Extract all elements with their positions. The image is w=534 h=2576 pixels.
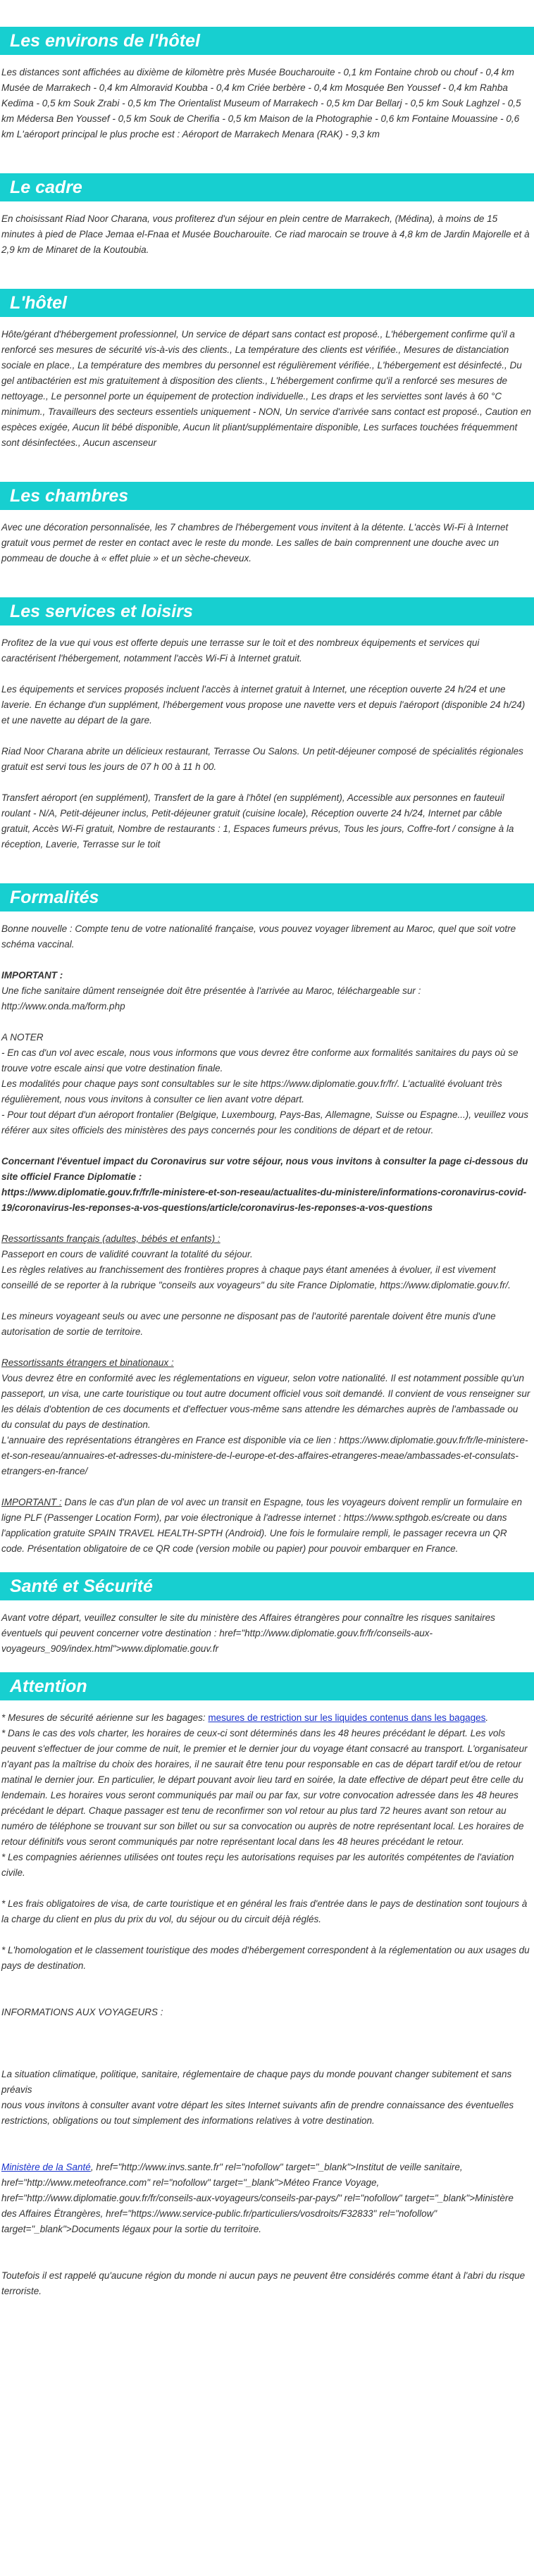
important-label: IMPORTANT :	[1, 1497, 62, 1507]
mesures-securite	[1, 1710, 531, 1726]
covid-notice: Concernant l'éventuel impact du Coronavirus sur votre séjour, nous vous invitons à consulter la page ci-dessous du site officiel France Diplomatie :	[1, 1156, 528, 1182]
section-hotel	[0, 258, 534, 451]
services-paragraph: Transfert aéroport (en supplément), Transfert de la gare à l'hôtel (en supplément), Accessible aux personnes en fauteuil roulant - N/A, Petit-déjeuner inclus, Petit-déjeuner gratuit (cuisine locale), Réception ouverte 24 h/24, Internet par câble gratuit, Accès Wi-Fi gratuit, Nombre de restaurants : 1, Espaces fumeurs prévus, Tous les jours, Coffre-fort / consigne à la réception, Laverie, Terrasse sur le toit	[1, 792, 514, 850]
liquids-restriction-link[interactable]: mesures de restriction sur les liquides contenus dans les bagages	[208, 1712, 486, 1723]
cadre-text: En choisissant Riad Noor Charana, vous profiterez d'un séjour en plein centre de Marrakech, (Médina), à moins de 15 minutes à pied de Place Jemaa el-Fnaa et Musée Boucharouite. Ce riad marocain se trouve à 4,8 km de Jardin Majorelle et à 2,9 km de Minaret de la Koutoubia.	[1, 213, 530, 255]
fees-notice: * Les frais obligatoires de visa, de carte touristique et en général les frais d'entrée dans le pays de destination sont toujours à la charge du client en plus du prix du vol, du séjour ou du circuit déjà réglés.	[1, 1898, 528, 1924]
noter-item: - Pour tout départ d'un aéroport frontalier (Belgique, Luxembourg, Pays-Bas, Allemagne, Suisse ou Espagne...), veuillez vous référer aux sites officiels des ministères des pays concernés pour les conditions de départ et de retour.	[1, 1109, 528, 1135]
services-paragraph: Les équipements et services proposés incluent l'accès à internet gratuit à Internet, une réception ouverte 24 h/24 et une laverie. En échange d'un supplément, l'hébergement vous propose une navette vers et depuis l'aéroport (disponible 24 h/24) et une navette au départ de la gare.	[1, 684, 526, 726]
section-services	[0, 566, 534, 852]
french-nationals-item: Passeport en cours de validité couvrant la totalité du séjour.	[1, 1249, 253, 1259]
section-title: Les environs de l'hôtel	[0, 27, 534, 55]
terrorism-notice: Toutefois il est rappelé qu'aucune région du monde ni aucun pays ne peuvent être considérés comme étant à l'abri du risque terroriste.	[1, 2270, 526, 2296]
services-paragraph: Riad Noor Charana abrite un délicieux restaurant, Terrasse Ou Salons. Un petit-déjeuner composé de spécialités régionales gratuit est servi tous les jours de 07 h 00 à 11 h 00.	[1, 746, 523, 772]
section-title: Le cadre	[0, 173, 534, 201]
charter-notice: * Dans le cas des vols charter, les horaires de ceux-ci sont déterminés dans les 48 heures précédant le départ. Les vols peuvent s'effectuer de jour comme de nuit, le premier et le dernier jour du voyage étant consacré au transport. L'organisateur n'ayant pas la maîtrise du choix des horaires, il ne saurait être tenu pour responsable en cas de départ tardif et/ou de retour matinal le dernier jour. En particulier, le départ pouvant avoir lieu tard en soirée, la date effective de départ peut être celle du lendemain. Les horaires vous seront communiqués par mail ou par fax, sur votre convocation adressée dans les 48 heures précédant le départ. Chaque passager est tenu de reconfirmer son vol retour au plus tard 72 heures avant son retour au numéro de téléphone se trouvant sur son billet ou sur sa convocation ou auprès de notre représentant local. Les horaires de retour définitifs vous seront communiqués par notre représentant local dans les 48 heures précédant le retour.	[1, 1728, 528, 1847]
french-nationals-item: Les mineurs voyageant seuls ou avec une personne ne disposant pas de l'autorité parentale doivent être munis d'une autorisation de sortie de territoire.	[1, 1311, 496, 1337]
spain-transit-notice	[1, 1495, 531, 1557]
section-title: Les services et loisirs	[0, 597, 534, 626]
mesures-suffix: .	[485, 1712, 489, 1723]
official-links	[1, 2160, 531, 2237]
services-paragraph: Profitez de la vue qui vous est offerte depuis une terrasse sur le toit et des nombreux équipements et services qui caractérisent l'hébergement, notamment l'accès Wi-Fi à Internet gratuit.	[1, 637, 480, 664]
environs-text: Les distances sont affichées au dixième de kilomètre près Musée Boucharouite - 0,1 km Fontaine chrob ou chouf - 0,4 km Musée de Marrakech - 0,4 km Almoravid Koubba - 0,4 km Criée berbère - 0,4 km Mosquée Ben Youssef - 0,4 km Rahba Kedima - 0,5 km Souk Zrabi - 0,5 km The Orientalist Museum of Marrakech - 0,5 km Dar Bellarj - 0,5 km Souk Laghzel - 0,5 km Médersa Ben Youssef - 0,5 km Souk de Cherifia - 0,5 km Maison de la Photographie - 0,6 km Fontaine Mouassine - 0,6 km L'aéroport principal le plus proche est : Aéroport de Marrakech Menara (RAK) - 9,3 km	[1, 67, 521, 139]
noter-item: Les modalités pour chaque pays sont consultables sur le site https://www.diplomatie.gouv.fr/fr/. L'actualité évoluant très régulièrement, nous vous invitons à consulter ce lien avant votre départ.	[1, 1078, 502, 1105]
travellers-info-heading: INFORMATIONS AUX VOYAGEURS :	[1, 2007, 163, 2017]
chambres-text: Avec une décoration personnalisée, les 7 chambres de l'hébergement vous invitent à la détente. L'accès Wi-Fi à Internet gratuit vous permet de rester en contact avec le reste du monde. Les salles de bain comprennent une douche avec un pommeau de douche à « effet pluie » et un sèche-cheveux.	[1, 522, 509, 564]
section-title: Santé et Sécurité	[0, 1572, 534, 1600]
sante-text: Avant votre départ, veuillez consulter le site du ministère des Affaires étrangères pour connaître les risques sanitaires éventuels qui peuvent concerner votre destination : href="http://www.diplomatie.gouv.fr/fr/conseils-aux-voyageurs_909/index.html">www.diplomatie.gouv.fr	[1, 1612, 495, 1654]
french-nationals-heading: Ressortissants français (adultes, bébés et enfants) :	[1, 1233, 221, 1244]
section-sante	[0, 1557, 534, 1657]
hotel-text: Hôte/gérant d'hébergement professionnel, Un service de départ sans contact est proposé., L'hébergement confirme qu'il a renforcé ses mesures de sécurité vis-à-vis des clients., La température des clients est vérifiée., Mesures de distanciation sociale en place., La température des membres du personnel est régulièrement vérifiée., L'hébergement est désinfecté., Du gel antibactérien est mis gratuitement à disposition des clients., L'hébergement confirme qu'il a renforcé ses mesures de nettoyage., Le personnel porte un équipement de protection individuelle., Les draps et les serviettes sont lavés à 60 °C minimum., Travailleurs des secteurs essentiels uniquement - NON, Un service d'arrivée sans contact est proposé., Caution en espèces exigée, Aucun lit bébé disponible, Aucun lit pliant/supplémentaire disponible, Les surfaces touchées fréquemment sont désinfectées., Aucun ascenseur	[1, 329, 531, 448]
section-chambres	[0, 451, 534, 566]
situation-notice: La situation climatique, politique, sanitaire, réglementaire de chaque pays du monde pouvant changer subitement et sans préavis	[1, 2069, 512, 2095]
spain-transit-text: Dans le cas d'un plan de vol avec un transit en Espagne, tous les voyageurs doivent remplir un formulaire en ligne PLF (Passenger Location Form), par voie électronique à l'adresse internet : https://www.spthgob.es/create ou dans l'application gratuite SPAIN TRAVEL HEALTH-SPTH (Android). Une fois le formulaire rempli, le passager recevra un QR code. Présentation obligatoire de ce QR code (version mobile ou papier) pour pouvoir embarquer en France.	[1, 1497, 522, 1554]
section-environs	[0, 0, 534, 142]
ministere-sante-link[interactable]: Ministère de la Santé	[1, 2162, 91, 2172]
section-attention	[0, 1657, 534, 2299]
important-label: IMPORTANT :	[1, 970, 63, 981]
section-title: Attention	[0, 1672, 534, 1700]
fiche-sanitaire: Une fiche sanitaire dûment renseignée doit être présentée à l'arrivée au Maroc, téléchargeable sur : http://www.onda.ma/form.php	[1, 985, 421, 1012]
covid-link[interactable]: https://www.diplomatie.gouv.fr/fr/le-ministere-et-son-reseau/actualites-du-ministere/informations-coronavirus-covid-19/coronavirus-les-reponses-a-vos-questions/article/coronavirus-les-reponses-a-vos-questions	[1, 1187, 527, 1213]
foreign-nationals-heading: Ressortissants étrangers et binationaux :	[1, 1357, 174, 1368]
section-title: Les chambres	[0, 482, 534, 510]
airlines-notice: * Les compagnies aériennes utilisées ont toutes reçu les autorisations requises par les autorités compétentes de l'aviation civile.	[1, 1852, 514, 1878]
a-noter-label: A NOTER	[1, 1032, 44, 1043]
mesures-prefix: * Mesures de sécurité aérienne sur les bagages:	[1, 1712, 209, 1723]
foreign-nationals-item: Vous devrez être en conformité avec les réglementations en vigueur, selon votre nationalité. Il est notamment possible qu'un passeport, un visa, une carte touristique ou tout autre document officiel vous soit demandé. Il convient de vous renseigner sur les délais d'obtention de ces documents et d'effectuer vous-même sans attendre les démarches auprès de l'ambassade ou du consulat du pays de destination.	[1, 1373, 530, 1430]
foreign-nationals-item: L'annuaire des représentations étrangères en France est disponible via ce lien : https://www.diplomatie.gouv.fr/fr/le-ministere-et-son-reseau/annuaires-et-adresses-du-ministere-de-l-europe-et-des-affaires-etrangeres-meae/ambassades-et-consulats-etrangers-en-france/	[1, 1435, 528, 1476]
noter-item: - En cas d'un vol avec escale, nous vous informons que vous devrez être conforme aux formalités sanitaires du pays où se trouve votre escale ainsi que votre destination finale.	[1, 1047, 519, 1074]
section-title: L'hôtel	[0, 289, 534, 317]
homologation-notice: * L'homologation et le classement touristique des modes d'hébergement correspondent à la réglementation ou aux usages du pays de destination.	[1, 1945, 530, 1971]
formalites-intro: Bonne nouvelle : Compte tenu de votre nationalité française, vous pouvez voyager librement au Maroc, quel que soit votre schéma vaccinal.	[1, 923, 516, 950]
official-links-text: , href="http://www.invs.sante.fr" rel="nofollow" target="_blank">Institut de veille sanitaire, href="http://www.meteofrance.com" rel="nofollow" target="_blank">Méteo France Voyage, href="http://www.diplomatie.gouv.fr/fr/conseils-aux-voyageurs/conseils-par-pays/" rel="nofollow" target="_blank">Ministère des Affaires Étrangères, href="https://www.service-public.fr/particuliers/vosdroits/F32833" rel="nofollow" target="_blank">Documents légaux pour la sortie du territoire.	[1, 2162, 514, 2234]
section-cadre	[0, 142, 534, 258]
french-nationals-item: Les règles relatives au franchissement des frontières propres à chaque pays étant amenées à évoluer, il est vivement conseillé de se reporter à la rubrique "conseils aux voyageurs" du site France Diplomatie, https://www.diplomatie.gouv.fr/.	[1, 1264, 511, 1290]
section-formalites	[0, 852, 534, 1557]
invitation-notice: nous vous invitons à consulter avant votre départ les sites Internet suivants afin de prendre connaissance des éventuelles restrictions, obligations ou tout simplement des informations relatives à votre destination.	[1, 2100, 514, 2126]
section-title: Formalités	[0, 883, 534, 911]
